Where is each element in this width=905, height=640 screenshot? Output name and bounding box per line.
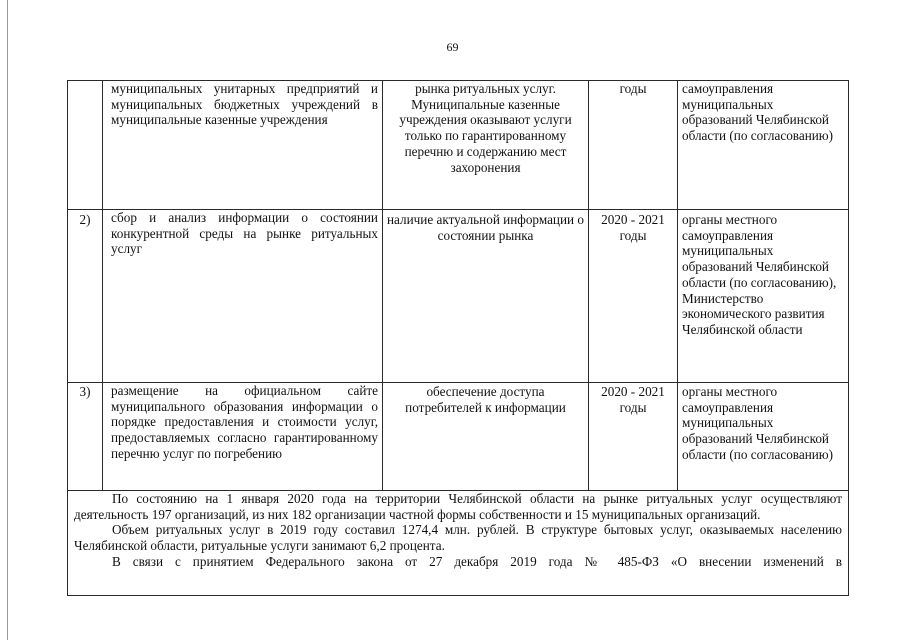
- row-number: [68, 81, 103, 210]
- measure-term: 2020 - 2021 годы: [589, 210, 678, 383]
- table-row: [68, 210, 849, 383]
- table-row: [68, 81, 849, 210]
- table-row: [68, 383, 849, 491]
- paragraph: В связи с принятием Федерального закона от 27 декабря 2019 года № 485-ФЗ «О внесении изменений в: [112, 553, 842, 569]
- measure-executors: органы местного самоуправления муниципальных образований Челябинской области (по согласованию), Министерство экономического развития Челябинской области: [678, 210, 849, 383]
- page-edge-line: [7, 0, 8, 640]
- text-row: [68, 491, 849, 596]
- measure-result: обеспечение доступа потребителей к информации: [383, 383, 589, 491]
- measure-executors: органы местного самоуправления муниципальных образований Челябинской области (по согласованию): [678, 383, 849, 491]
- measures-table: [67, 80, 849, 596]
- measure-term: годы: [589, 81, 678, 210]
- paragraph: По состоянию на 1 января 2020 года на территории Челябинской области на рынке ритуальных услуг осуществляют деятельность 197 организаций, из них 182 организации частной формы собственности и 15 муниципальных организаций.: [74, 491, 842, 522]
- measure-result: рынка ритуальных услуг. Муниципальные казенные учреждения оказывают услуги только по гарантированному перечню и содержанию мест захоронения: [383, 81, 589, 210]
- measure-result: наличие актуальной информации о состоянии рынка: [383, 210, 589, 383]
- row-number: 3): [68, 383, 103, 491]
- body-text-cell: [68, 491, 849, 596]
- paragraph: Объем ритуальных услуг в 2019 году составил 1274,4 млн. рублей. В структуре бытовых услуг, оказываемых населению Челябинской области, ритуальные услуги занимают 6,2 процента.: [74, 522, 842, 554]
- measure-action: сбор и анализ информации о состоянии конкурентной среды на рынке ритуальных услуг: [103, 210, 383, 383]
- measure-action: размещение на официальном сайте муниципального образования информации о порядке предоставления и стоимости услуг, предоставляемых согласно гарантированному перечню услуг по погребению: [103, 383, 383, 491]
- measure-executors: самоуправления муниципальных образований Челябинской области (по согласованию): [678, 81, 849, 210]
- measure-action: муниципальных унитарных предприятий и муниципальных бюджетных учреждений в муниципальные казенные учреждения: [103, 81, 383, 210]
- row-number: 2): [68, 210, 103, 383]
- measure-term: 2020 - 2021 годы: [589, 383, 678, 491]
- page-number: 69: [446, 40, 459, 54]
